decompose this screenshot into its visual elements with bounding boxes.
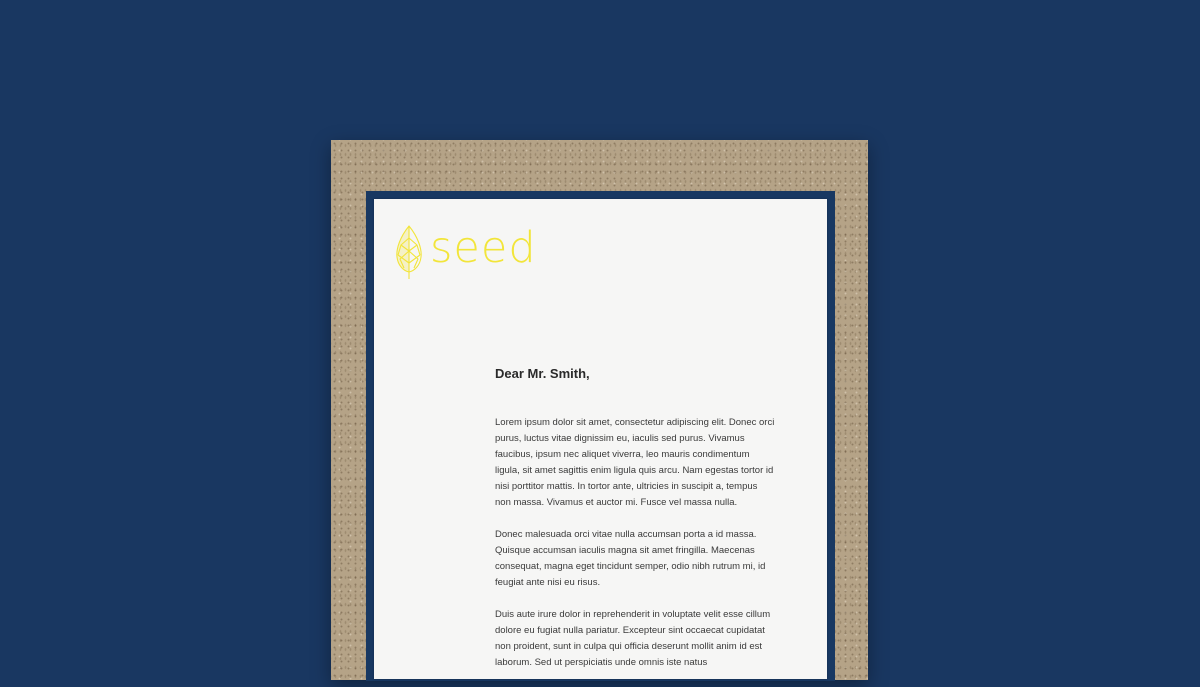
seed-logo	[394, 223, 537, 279]
brand-name: seed	[430, 222, 537, 273]
letter-salutation: Dear Mr. Smith,	[495, 366, 590, 381]
letter-paragraph: Lorem ipsum dolor sit amet, consectetur adipiscing elit. Donec orci purus, luctus vitae dignissim eu, iaculis sed purus. Vivamus faucibus, ipsum nec aliquet viverra, leo mauris condimentum ligula, sit amet sagittis enim ligula quis arcu. Nam egestas tortor id nisi porttitor mattis. In tortor ante, ultricies in suscipit a, tempus non massa. Vivamus et auctor mi. Fusce vel massa nulla.	[495, 417, 775, 508]
letter-body	[495, 415, 775, 687]
letter-paragraph: Donec malesuada orci vitae nulla accumsan porta a id massa. Quisque accumsan iaculis magna sit amet fringilla. Maecenas consequat, magna eget tincidunt semper, odio nibh rutrum mi, id feugiat ante nisi eu risus.	[495, 529, 766, 588]
letter-paragraph: Duis aute irure dolor in reprehenderit in voluptate velit esse cillum dolore eu fugiat nulla pariatur. Excepteur sint occaecat cupidatat non proident, sunt in culpa qui officia deserunt mollit anim id est laborum. Sed ut perspiciatis unde omnis iste natus	[495, 609, 771, 668]
leaf-icon	[394, 223, 424, 279]
letterhead-page	[374, 199, 827, 679]
